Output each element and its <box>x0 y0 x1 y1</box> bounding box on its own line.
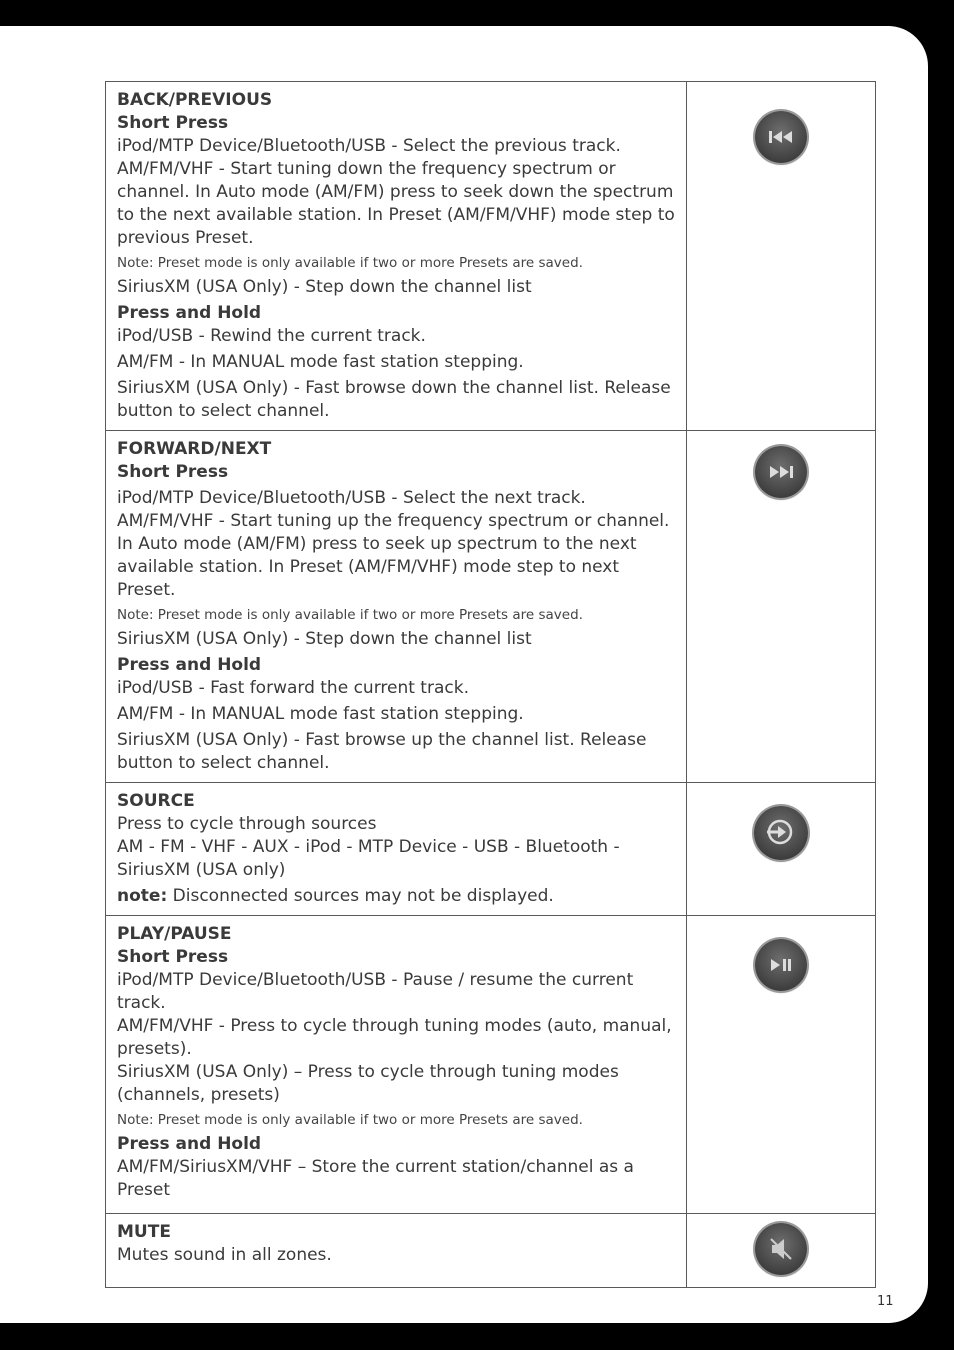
icon-cell <box>687 1214 876 1288</box>
page-number: 11 <box>877 1294 894 1309</box>
table-row <box>106 431 876 783</box>
play-pause-icon <box>755 939 807 991</box>
table-row <box>106 1214 876 1288</box>
row-description <box>106 1214 687 1288</box>
description-line: AM/FM/VHF - Start tuning down the frequency spectrum or channel. In Auto mode (AM/FM) press to seek down the spectrum to the next available station. In Preset (AM/FM/VHF) mode step to previous Preset. <box>117 159 675 248</box>
control-title: FORWARD/NEXT <box>117 439 272 459</box>
note-text: Disconnected sources may not be displayed. <box>167 886 554 906</box>
control-title: MUTE <box>117 1222 171 1242</box>
preset-note: Note: Preset mode is only available if two or more Presets are saved. <box>117 255 583 271</box>
manual-page <box>0 26 928 1323</box>
description-line: Mutes sound in all zones. <box>117 1245 332 1265</box>
description-line: Press to cycle through sources <box>117 814 377 834</box>
next-track-icon <box>755 446 807 498</box>
description-line: SiriusXM (USA Only) - Step down the channel list <box>117 629 532 649</box>
description-line: AM - FM - VHF - AUX - iPod - MTP Device - USB - Bluetooth - SiriusXM (USA only) <box>117 837 620 880</box>
icon-cell <box>687 783 876 916</box>
note-label: note: <box>117 886 168 906</box>
description-line: iPod/MTP Device/Bluetooth/USB - Pause / resume the current track. <box>117 970 634 1013</box>
description-line: SiriusXM (USA Only) - Fast browse up the channel list. Release button to select channel. <box>117 730 647 773</box>
row-description <box>106 431 687 783</box>
description-line: AM/FM - In MANUAL mode fast station stepping. <box>117 352 524 372</box>
table-row <box>106 916 876 1214</box>
table-row <box>106 82 876 431</box>
description-line: iPod/MTP Device/Bluetooth/USB - Select the next track. <box>117 488 586 508</box>
preset-note: Note: Preset mode is only available if two or more Presets are saved. <box>117 607 583 623</box>
description-line: AM/FM - In MANUAL mode fast station stepping. <box>117 704 524 724</box>
source-note <box>117 885 682 908</box>
control-title: PLAY/PAUSE <box>117 924 232 944</box>
row-description <box>106 783 687 916</box>
previous-track-icon <box>755 111 807 163</box>
press-hold-heading: Press and Hold <box>117 303 262 323</box>
control-title: BACK/PREVIOUS <box>117 90 273 110</box>
row-description <box>106 916 687 1214</box>
description-line: SiriusXM (USA Only) – Press to cycle through tuning modes (channels, presets) <box>117 1062 619 1105</box>
row-description <box>106 82 687 431</box>
press-hold-heading: Press and Hold <box>117 1134 262 1154</box>
description-line: SiriusXM (USA Only) - Step down the channel list <box>117 277 532 297</box>
mute-icon <box>755 1223 807 1275</box>
description-line: iPod/MTP Device/Bluetooth/USB - Select the previous track. <box>117 136 621 156</box>
icon-cell <box>687 916 876 1214</box>
description-line: iPod/USB - Rewind the current track. <box>117 326 426 346</box>
source-icon <box>754 806 808 860</box>
description-line: AM/FM/VHF - Press to cycle through tuning modes (auto, manual, presets). <box>117 1016 672 1059</box>
description-line: AM/FM/SiriusXM/VHF – Store the current station/channel as a Preset <box>117 1157 634 1200</box>
control-title: SOURCE <box>117 791 195 811</box>
short-press-heading: Short Press <box>117 947 229 967</box>
controls-table <box>105 81 876 1288</box>
table-row <box>106 783 876 916</box>
description-line: SiriusXM (USA Only) - Fast browse down the channel list. Release button to select channel. <box>117 378 671 421</box>
press-hold-heading: Press and Hold <box>117 655 262 675</box>
preset-note: Note: Preset mode is only available if two or more Presets are saved. <box>117 1112 583 1128</box>
short-press-heading: Short Press <box>117 462 229 482</box>
icon-cell <box>687 431 876 783</box>
description-line: AM/FM/VHF - Start tuning up the frequency spectrum or channel. In Auto mode (AM/FM) press to seek up spectrum to the next available station. In Preset (AM/FM/VHF) mode step to next Preset. <box>117 511 670 600</box>
icon-cell <box>687 82 876 431</box>
description-line: iPod/USB - Fast forward the current track. <box>117 678 469 698</box>
short-press-heading: Short Press <box>117 113 229 133</box>
